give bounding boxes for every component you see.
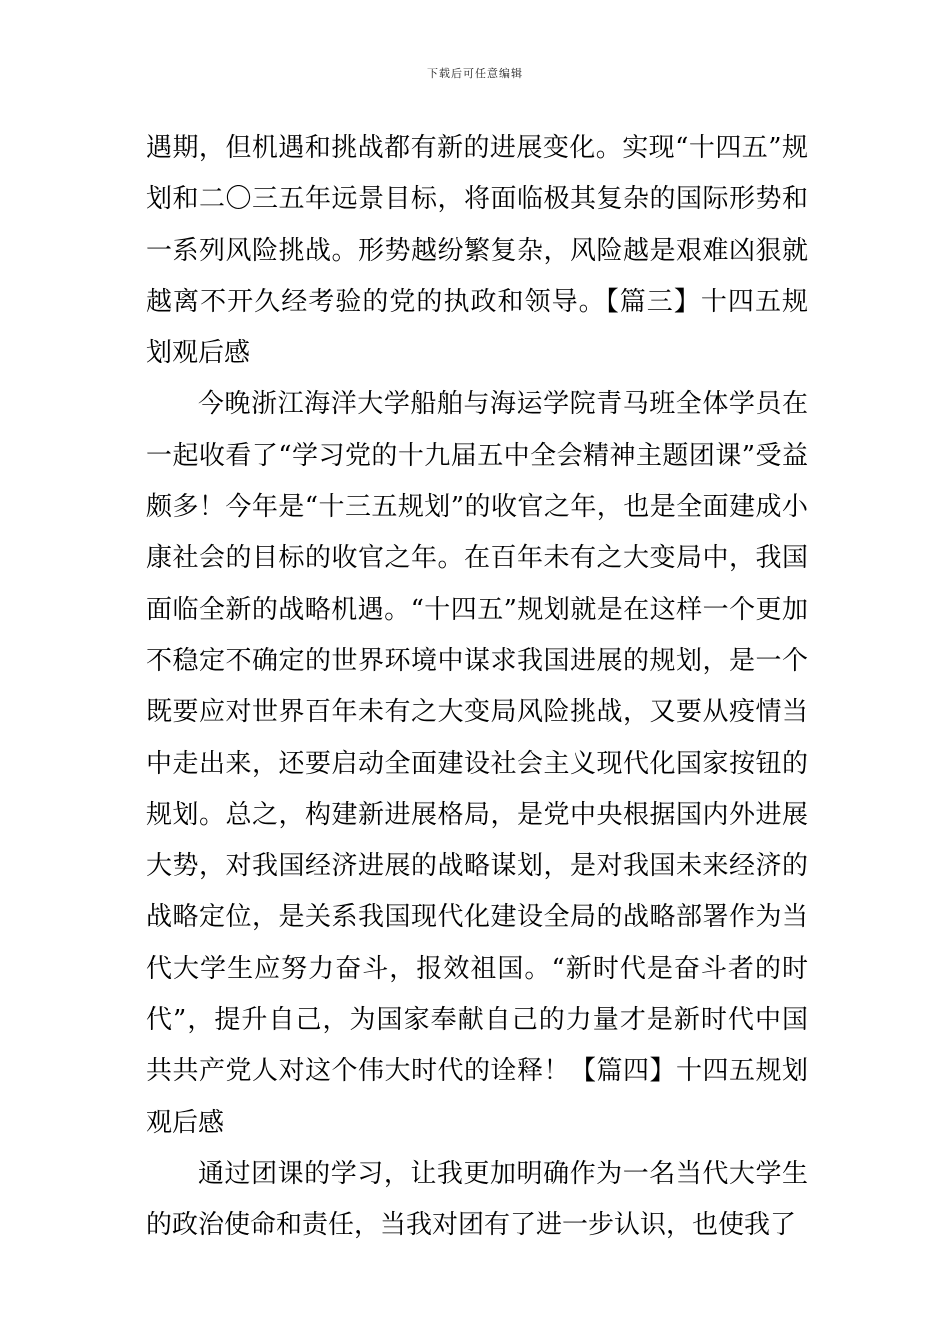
paragraph-2: 今晚浙江海洋大学船舶与海运学院青马班全体学员在一起收看了“学习党的十九届五中全会精神主题团课”受益颇多！今年是“十三五规划”的收官之年，也是全面建成小康社会的目标的收官之年。在百年未有之大变局中，我国面临全新的战略机遇。“十四五”规划就是在这样一个更加不稳定不确定的世界环境中谋求我国进展的规划，是一个既要应对世界百年未有之大变局风险挑战，又要从疫情当中走出来，还要启动全面建设社会主义现代化国家按钮的规划。总之，构建新进展格局，是党中央根据国内外进展大势，对我国经济进展的战略谋划，是对我国未来经济的战略定位，是关系我国现代化建设全局的战略部署作为当代大学生应努力奋斗，报效祖国。“新时代是奋斗者的时代”，提升自己，为国家奉献自己的力量才是新时代中国共共产党人对这个伟大时代的诠释！【篇四】十四五规划观后感 xyxy=(146,389,808,1138)
paragraph-1: 遇期，但机遇和挑战都有新的进展变化。实现“十四五”规划和二〇三五年远景目标，将面临极其复杂的国际形势和一系列风险挑战。形势越纷繁复杂，风险越是艰难凶狠就越离不开久经考验的党的执政和领导。【篇三】十四五规划观后感 xyxy=(146,133,808,369)
paragraph-3: 通过团课的学习，让我更加明确作为一名当代大学生的政治使命和责任，当我对团有了进一步认识，也使我了 xyxy=(146,1158,808,1241)
document-body xyxy=(146,123,808,1252)
page-header: 下载后可任意编辑 xyxy=(427,67,523,80)
